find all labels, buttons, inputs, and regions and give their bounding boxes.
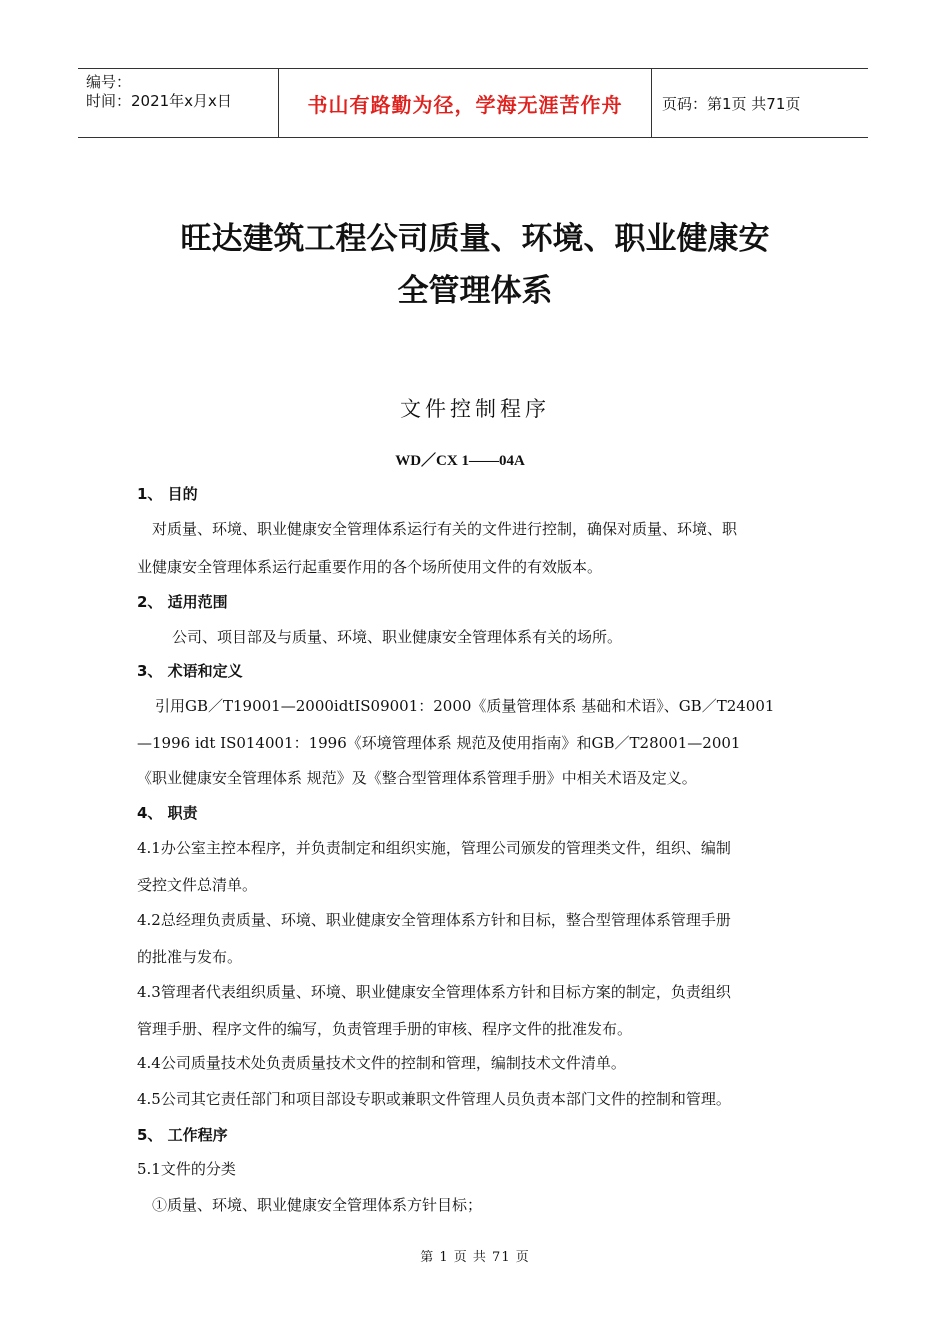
document-subtitle: 文件控制程序 <box>400 397 550 421</box>
page-footer: 第 1 页 共 71 页 <box>420 1250 530 1265</box>
number-label: 编号： <box>86 73 132 91</box>
section-3-paragraph-line3: 《职业健康安全管理体系 规范》及《整合型管理体系管理手册》中相关术语及定义。 <box>137 769 697 787</box>
time-label: 时间：2021年x月x日 <box>86 92 232 110</box>
section-1-paragraph-line1: 对质量、环境、职业健康安全管理体系运行有关的文件进行控制，确保对质量、环境、职 <box>152 520 738 538</box>
section-4-2-line1: 4.2总经理负责质量、环境、职业健康安全管理体系方针和目标，整合型管理体系管理手册 <box>137 911 731 929</box>
section-2-paragraph: 公司、项目部及与质量、环境、职业健康安全管理体系有关的场所。 <box>172 628 623 646</box>
header-table <box>78 68 868 138</box>
section-5-1: 5.1文件的分类 <box>137 1160 236 1178</box>
section-3-paragraph-line2: —1996 idt IS014001：1996《环境管理体系 规范及使用指南》和GB／T28001—2001 <box>137 734 741 752</box>
section-4-heading: 4、 职责 <box>137 804 198 822</box>
header-motto: 书山有路勤为径，学海无涯苦作舟 <box>279 69 652 137</box>
section-4-3-line2: 管理手册、程序文件的编写，负责管理手册的审核、程序文件的批准发布。 <box>137 1020 633 1038</box>
section-2-heading: 2、 适用范围 <box>137 593 228 611</box>
section-5-heading: 5、 工作程序 <box>137 1126 228 1144</box>
header-meta-cell <box>78 69 279 137</box>
section-4-2-line2: 的批准与发布。 <box>137 948 243 966</box>
section-4-4: 4.4公司质量技术处负责质量技术文件的控制和管理，编制技术文件清单。 <box>137 1054 626 1072</box>
section-4-5: 4.5公司其它责任部门和项目部设专职或兼职文件管理人员负责本部门文件的控制和管理。 <box>137 1090 731 1108</box>
section-4-1-line2: 受控文件总清单。 <box>137 876 258 894</box>
section-1-heading: 1、 目的 <box>137 485 198 503</box>
section-4-3-line1: 4.3管理者代表组织质量、环境、职业健康安全管理体系方针和目标方案的制定，负责组织 <box>137 983 731 1001</box>
section-4-1-line1: 4.1办公室主控本程序，并负责制定和组织实施，管理公司颁发的管理类文件，组织、编制 <box>137 839 731 857</box>
section-1-paragraph-line2: 业健康安全管理体系运行起重要作用的各个场所使用文件的有效版本。 <box>137 558 603 576</box>
section-3-paragraph-line1: 引用GB／T19001—2000idtIS09001：2000《质量管理体系 基础和术语》、GB／T24001 <box>155 697 775 715</box>
section-3-heading: 3、 术语和定义 <box>137 662 243 680</box>
document-code: WD／CX 1——04A <box>395 453 525 469</box>
section-5-1-item1: ①质量、环境、职业健康安全管理体系方针目标； <box>152 1196 483 1214</box>
document-title <box>0 213 950 317</box>
document-title-line2: 全管理体系 <box>397 273 553 309</box>
document-title-line1: 旺达建筑工程公司质量、环境、职业健康安 <box>180 221 770 257</box>
header-page-info: 页码：第1页 共71页 <box>662 94 801 113</box>
